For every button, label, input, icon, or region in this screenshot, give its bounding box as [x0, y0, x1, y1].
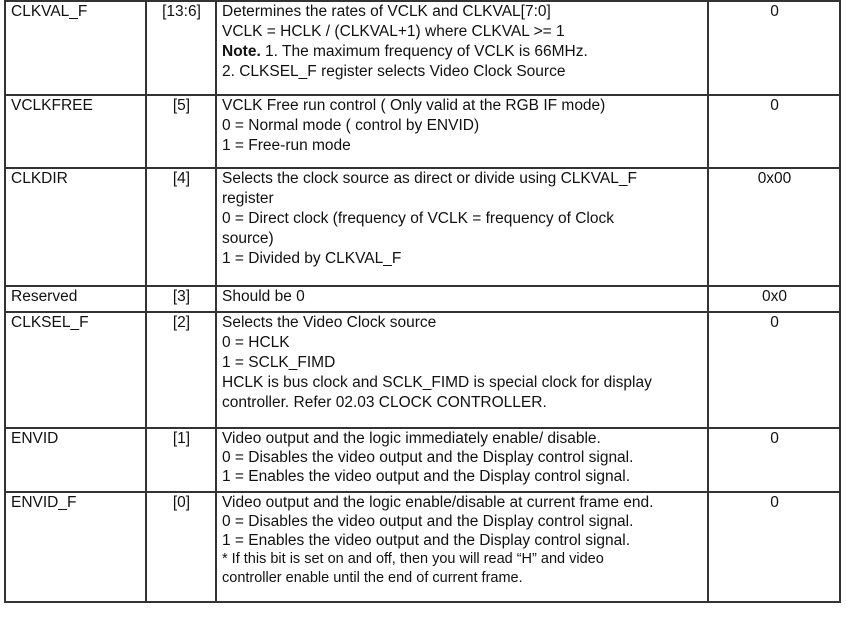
- field-initial-value: 0: [708, 312, 840, 428]
- description-line: 1 = SCLK_FIMD: [222, 354, 336, 371]
- table-row: [5, 286, 840, 312]
- field-bits: [5]: [146, 95, 216, 168]
- table-row: [5, 168, 840, 286]
- table-row: [5, 95, 840, 168]
- description-line: 0 = Normal mode ( control by ENVID): [222, 117, 480, 134]
- description-line: Video output and the logic enable/disable at current frame end.: [222, 494, 654, 511]
- field-initial-value: 0: [708, 1, 840, 95]
- field-description: [216, 1, 708, 95]
- description-line: 1 = Free-run mode: [222, 137, 351, 154]
- field-description: [216, 286, 708, 312]
- note-label: Note.: [222, 43, 261, 60]
- field-initial-value: 0: [708, 492, 840, 602]
- field-initial-value: 0: [708, 95, 840, 168]
- field-name: Reserved: [5, 286, 146, 312]
- description-line: Determines the rates of VCLK and CLKVAL[7:0]: [222, 3, 551, 20]
- field-bits: [2]: [146, 312, 216, 428]
- description-line: Video output and the logic immediately enable/ disable.: [222, 430, 601, 447]
- footnote-line: * If this bit is set on and off, then you will read “H” and video: [222, 551, 604, 567]
- table-row: [5, 428, 840, 492]
- description-line: 1 = Enables the video output and the Display control signal.: [222, 468, 631, 485]
- description-line: Selects the clock source as direct or divide using CLKVAL_F: [222, 170, 637, 187]
- field-name: CLKSEL_F: [5, 312, 146, 428]
- table-row: [5, 1, 840, 95]
- description-line: 0 = Disables the video output and the Display control signal.: [222, 513, 634, 530]
- field-bits: [3]: [146, 286, 216, 312]
- description-line: VCLK Free run control ( Only valid at the RGB IF mode): [222, 97, 606, 114]
- table-row: [5, 312, 840, 428]
- description-line: Selects the Video Clock source: [222, 314, 437, 331]
- field-description: [216, 428, 708, 492]
- register-field-table: [4, 0, 841, 603]
- description-line: 0 = Direct clock (frequency of VCLK = frequency of Clock: [222, 210, 614, 227]
- note-line: [222, 42, 703, 62]
- field-bits: [0]: [146, 492, 216, 602]
- description-line: 2. CLKSEL_F register selects Video Clock Source: [222, 63, 566, 80]
- field-initial-value: 0: [708, 428, 840, 492]
- field-initial-value: 0x00: [708, 168, 840, 286]
- field-bits: [1]: [146, 428, 216, 492]
- field-description: [216, 168, 708, 286]
- description-line: HCLK is bus clock and SCLK_FIMD is special clock for display: [222, 374, 652, 391]
- description-line: 1 = Enables the video output and the Display control signal.: [222, 532, 631, 549]
- description-line: Should be 0: [222, 288, 305, 305]
- description-line: 0 = Disables the video output and the Display control signal.: [222, 449, 634, 466]
- description-line: 0 = HCLK: [222, 334, 290, 351]
- description-line: VCLK = HCLK / (CLKVAL+1) where CLKVAL >= 1: [222, 23, 565, 40]
- description-line: source): [222, 230, 274, 247]
- field-name: CLKVAL_F: [5, 1, 146, 95]
- description-line: controller. Refer 02.03 CLOCK CONTROLLER.: [222, 394, 547, 411]
- field-description: [216, 492, 708, 602]
- field-description: [216, 95, 708, 168]
- field-name: CLKDIR: [5, 168, 146, 286]
- table-row: [5, 492, 840, 602]
- description-line: 1 = Divided by CLKVAL_F: [222, 250, 402, 267]
- footnote-line: controller enable until the end of current frame.: [222, 570, 523, 586]
- field-bits: [13:6]: [146, 1, 216, 95]
- field-description: [216, 312, 708, 428]
- field-bits: [4]: [146, 168, 216, 286]
- description-line: register: [222, 190, 274, 207]
- note-text: 1. The maximum frequency of VCLK is 66MHz.: [260, 43, 588, 60]
- field-name: ENVID_F: [5, 492, 146, 602]
- field-name: VCLKFREE: [5, 95, 146, 168]
- field-name: ENVID: [5, 428, 146, 492]
- field-initial-value: 0x0: [708, 286, 840, 312]
